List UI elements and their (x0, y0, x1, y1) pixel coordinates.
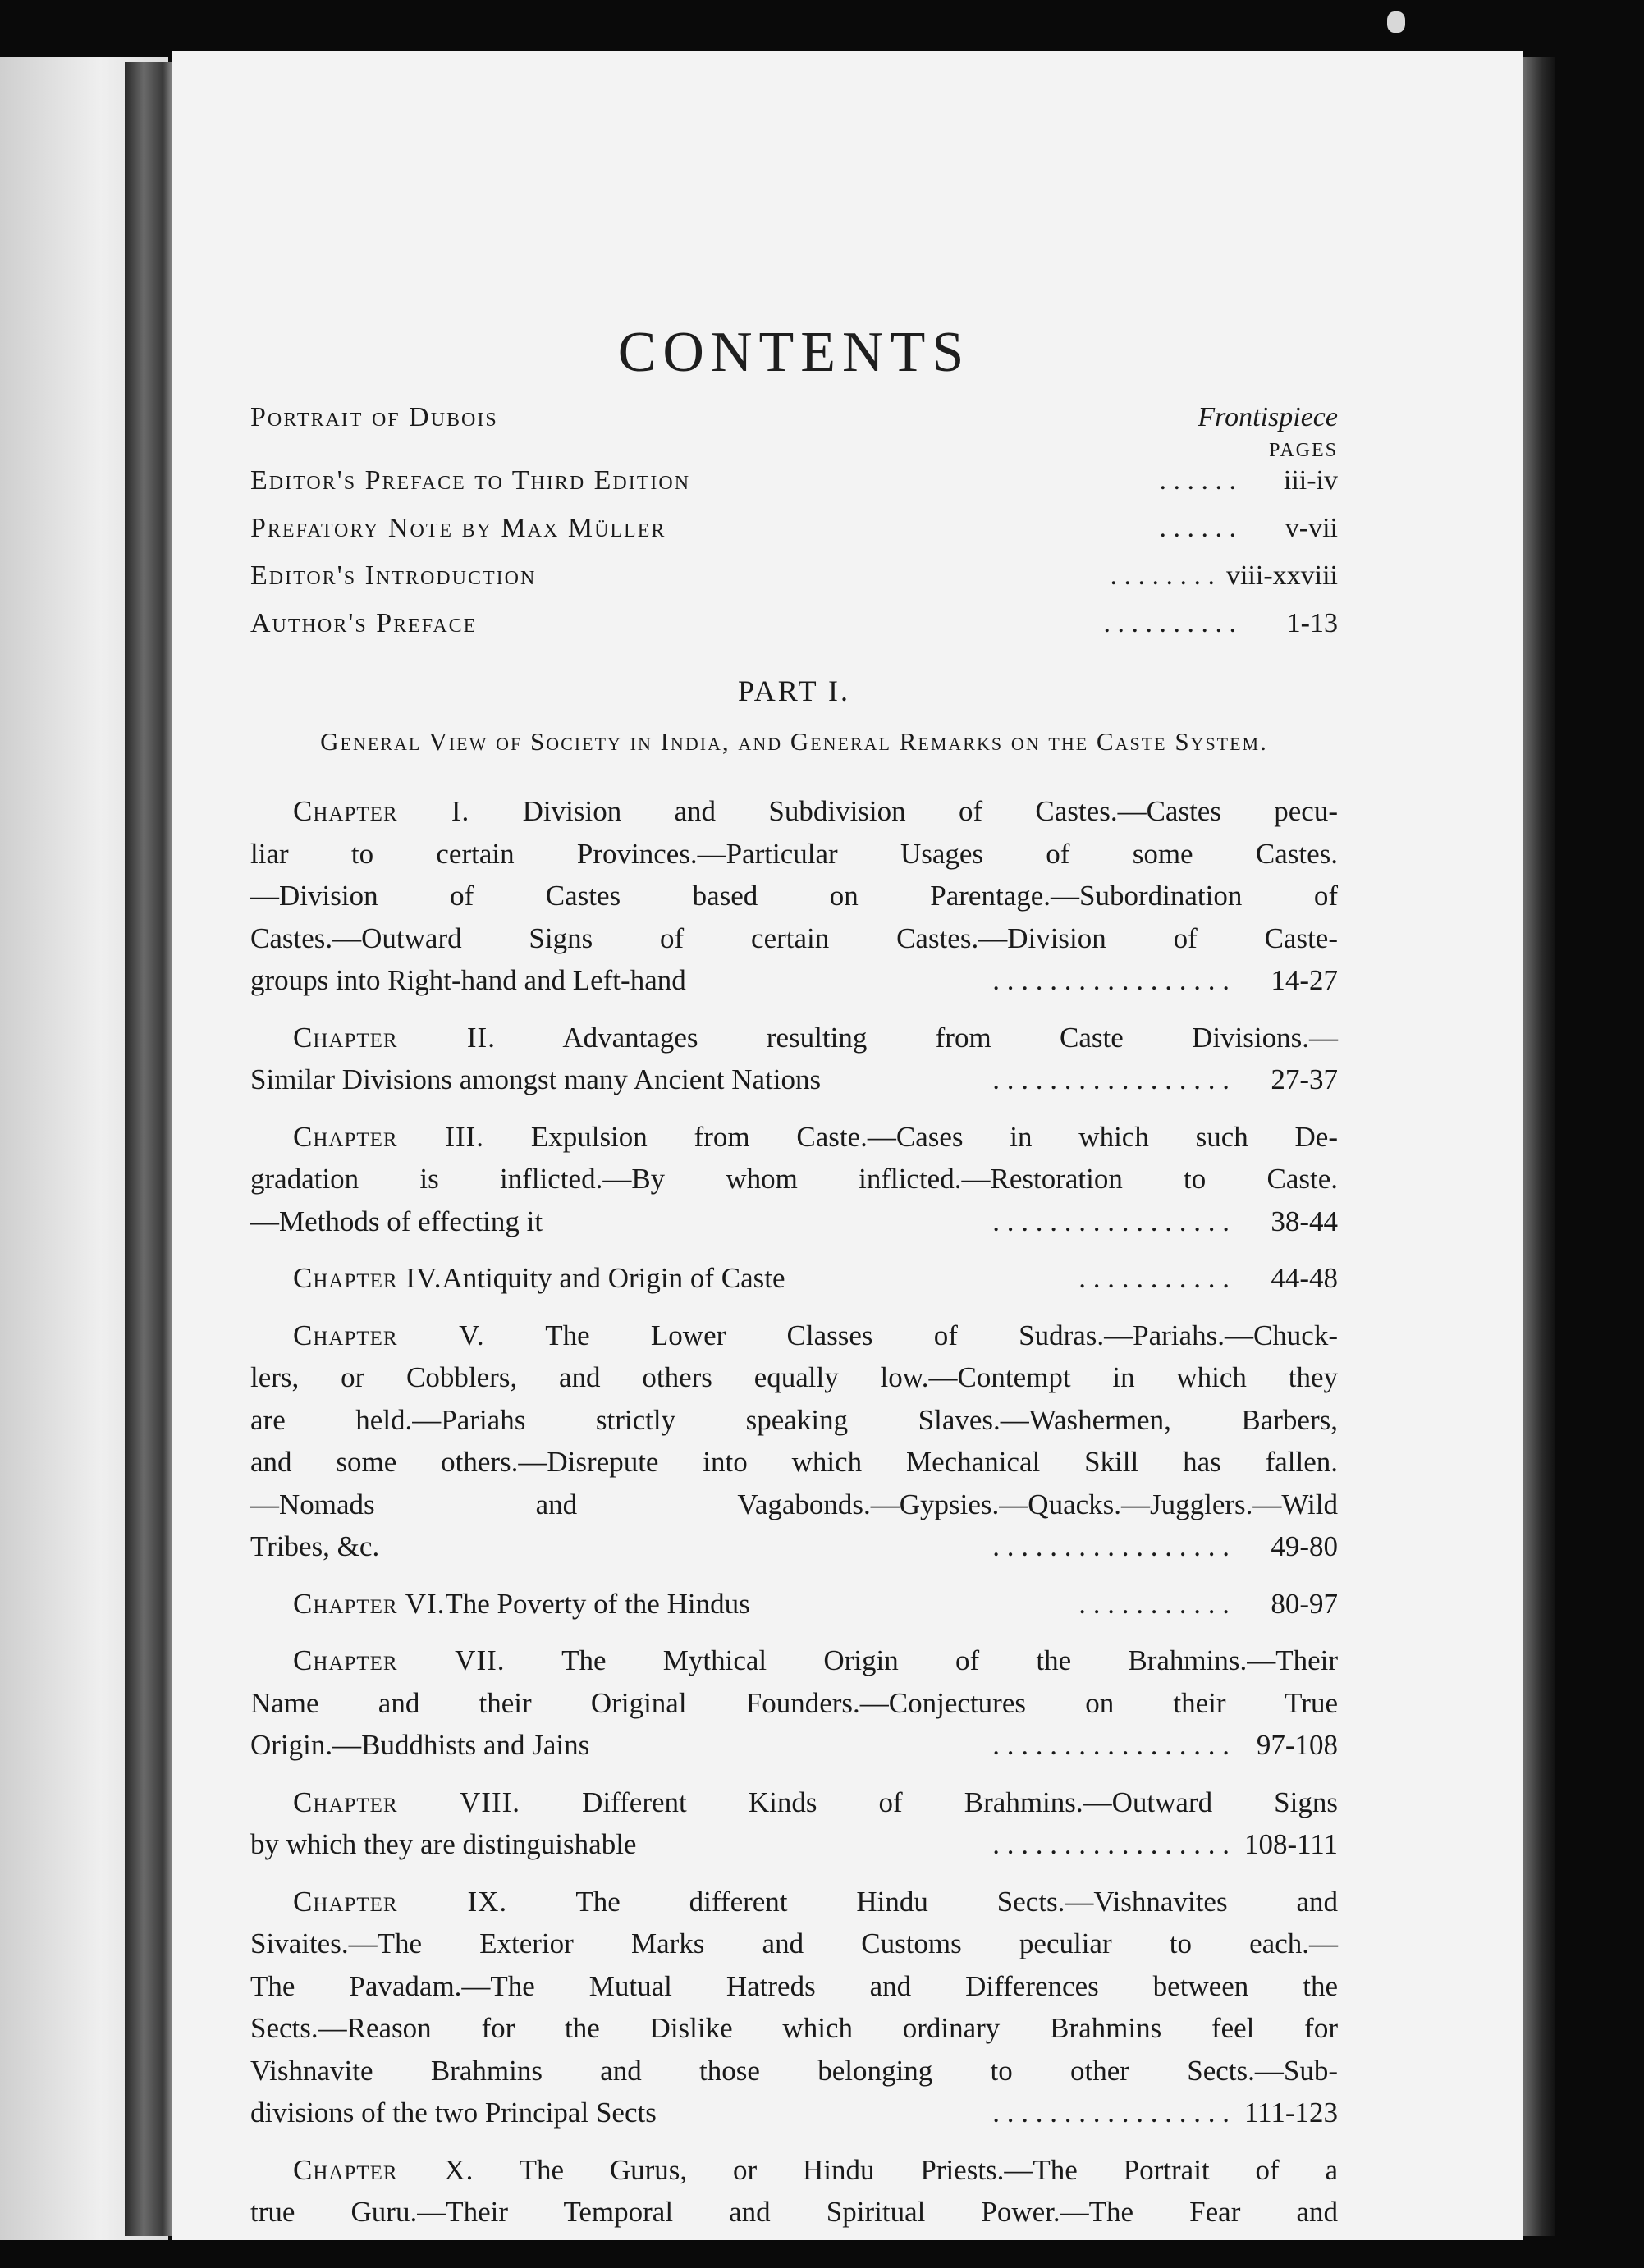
pages-column-heading: PAGES (1269, 440, 1338, 461)
leader-dots: . . . . . . . . . . . . . . . . . (992, 964, 1230, 996)
chapter-entry (250, 1583, 1338, 1626)
chapter-entry (250, 1781, 1338, 1866)
prelim-label: Author's Preface (250, 608, 478, 638)
chapter-text: The Pavadam.—The Mutual Hatreds and Differences between the (250, 1969, 1338, 2002)
chapter-text: Vishnavite Brahmins and those belonging to other Sects.—Sub- (250, 2054, 1338, 2087)
chapter-text: liar to certain Provinces.—Particular Usages of some Castes. (250, 837, 1338, 870)
chapter-text: groups into Right-hand and Left-hand (250, 964, 686, 996)
chapter-entry (250, 1315, 1338, 1568)
chapter-text: —Methods of effecting it (250, 1205, 543, 1237)
leader-dots: . . . . . . (1159, 513, 1236, 543)
prelim-label: Editor's Introduction (250, 560, 537, 591)
chapter-text: —Division of Castes based on Parentage.—Subordination of (250, 880, 1338, 912)
prelim-pages: v-vii (1285, 513, 1338, 543)
prelim-list (250, 465, 1338, 656)
chapter-label: Chapter III. (293, 1120, 485, 1153)
prelim-entry (250, 608, 1338, 656)
prelim-entry (250, 513, 1338, 560)
chapter-line (250, 1639, 1338, 1682)
chapter-text: true Guru.—Their Temporal and Spiritual Power.—The Fear and (250, 2196, 1338, 2228)
chapter-label: Chapter VI. (293, 1587, 446, 1620)
book-gutter (125, 62, 172, 2236)
chapter-label: Chapter IV. (293, 1262, 442, 1294)
chapter-line (250, 790, 1338, 833)
chapter-line (250, 2092, 1338, 2134)
chapter-list (250, 790, 1338, 2234)
chapter-pages: 38-44 (1271, 1205, 1338, 1237)
chapter-line (250, 1823, 1338, 1866)
frontispiece-label: Portrait of Dubois (250, 402, 498, 432)
chapter-label: Chapter IX. (293, 1885, 508, 1918)
leader-dots: . . . . . . . . . . . (1078, 1262, 1230, 1294)
chapter-line (250, 1059, 1338, 1101)
leader-dots: . . . . . . . . . . . . . . . . . (992, 1729, 1230, 1761)
chapter-entry (250, 1639, 1338, 1767)
chapter-line (250, 959, 1338, 1002)
chapter-pages: 97-108 (1256, 1729, 1338, 1761)
chapter-entry (250, 2149, 1338, 2234)
page-title: CONTENTS (617, 321, 971, 384)
chapter-text: Division and Subdivision of Castes.—Castes pecu- (469, 795, 1338, 827)
chapter-label: Chapter X. (293, 2153, 474, 2186)
chapter-pages: 49-80 (1271, 1530, 1338, 1562)
chapter-line (250, 1724, 1338, 1767)
chapter-label: Chapter II. (293, 1021, 496, 1054)
chapter-label: Chapter VII. (293, 1644, 506, 1676)
chapter-text: Expulsion from Caste.—Cases in which such De- (484, 1120, 1338, 1153)
chapter-text: The Poverty of the Hindus (445, 1587, 750, 1620)
chapter-text: Origin.—Buddhists and Jains (250, 1729, 590, 1761)
chapter-text: Similar Divisions amongst many Ancient Nations (250, 1063, 822, 1095)
chapter-label: Chapter V. (293, 1319, 485, 1351)
chapter-line (250, 1583, 1338, 1626)
chapter-text: The different Hindu Sects.—Vishnavites and (507, 1885, 1338, 1918)
prelim-pages: iii-iv (1283, 465, 1338, 496)
chapter-line (250, 1881, 1338, 1923)
prelim-entry (250, 465, 1338, 513)
chapter-line (250, 2149, 1338, 2192)
frontispiece-ref: Frontispiece (1198, 402, 1338, 432)
prelim-label: Prefatory Note by Max Müller (250, 513, 666, 543)
leader-dots: . . . . . . . . . . . . . . . . . (992, 1205, 1230, 1237)
chapter-line (250, 1200, 1338, 1243)
chapter-text: Castes.—Outward Signs of certain Castes.—Division of Caste- (250, 921, 1338, 954)
chapter-text: The Mythical Origin of the Brahmins.—Their (505, 1644, 1338, 1676)
chapter-text: The Lower Classes of Sudras.—Pariahs.—Chuck- (484, 1319, 1338, 1351)
chapter-line (250, 1116, 1338, 1159)
chapter-text: and some others.—Disrepute into which Mechanical Skill has fallen. (250, 1446, 1338, 1478)
chapter-entry (250, 790, 1338, 1002)
chapter-text: —Nomads and Vagabonds.—Gypsies.—Quacks.—Jugglers.—Wild (250, 1488, 1338, 1520)
chapter-text: The Gurus, or Hindu Priests.—The Portrait of a (474, 2153, 1338, 2186)
contents-body (250, 320, 1338, 2248)
scan-speck (1387, 11, 1405, 33)
chapter-line (250, 1525, 1338, 1568)
leader-dots: . . . . . . . . . . . . . . . . . (992, 1063, 1230, 1095)
chapter-line (250, 1017, 1338, 1059)
part-subtitle: General View of Society in India, and General Remarks on the Caste System. (320, 727, 1268, 756)
chapter-label: Chapter VIII. (293, 1786, 521, 1818)
leader-dots: . . . . . . . . . . . . . . . . . (992, 1828, 1230, 1860)
prelim-label: Editor's Preface to Third Edition (250, 465, 691, 496)
leader-dots: . . . . . . . . . . . . . . . . . (992, 2097, 1230, 2129)
leader-dots: . . . . . . . . (1110, 560, 1215, 591)
leader-dots: . . . . . . . . . . . . . . . . . (992, 1530, 1230, 1562)
chapter-entry (250, 1017, 1338, 1101)
chapter-text: lers, or Cobblers, and others equally low.—Contempt in which they (250, 1361, 1338, 1393)
chapter-line (250, 1315, 1338, 1357)
chapter-text: Name and their Original Founders.—Conjectures on their True (250, 1686, 1338, 1719)
prelim-pages: 1-13 (1286, 608, 1338, 638)
leader-dots: . . . . . . (1159, 465, 1236, 496)
chapter-text: Advantages resulting from Caste Divisions.— (495, 1021, 1338, 1054)
chapter-pages: 108-111 (1243, 1828, 1338, 1860)
chapter-line (250, 1257, 1338, 1300)
page-edge (1523, 57, 1555, 2236)
chapter-text: gradation is inflicted.—By whom inflicted.—Restoration to Caste. (250, 1163, 1338, 1195)
chapter-entry (250, 1116, 1338, 1243)
frontispiece-entry (250, 402, 1338, 445)
chapter-text: Sects.—Reason for the Dislike which ordinary Brahmins feel for (250, 2012, 1338, 2044)
prelim-pages: viii-xxviii (1226, 560, 1338, 591)
chapter-pages: 44-48 (1271, 1262, 1338, 1294)
chapter-text: Tribes, &c. (250, 1530, 380, 1562)
chapter-text: Antiquity and Origin of Caste (442, 1262, 785, 1294)
chapter-text: by which they are distinguishable (250, 1828, 637, 1860)
leader-dots: . . . . . . . . . . (1103, 608, 1236, 638)
prelim-entry (250, 560, 1338, 608)
chapter-text: divisions of the two Principal Sects (250, 2097, 657, 2129)
chapter-entry (250, 1881, 1338, 2134)
chapter-label: Chapter I. (293, 795, 470, 827)
part-title: PART I. (738, 674, 850, 707)
leader-dots: . . . . . . . . . . . (1078, 1587, 1230, 1620)
chapter-entry (250, 1257, 1338, 1300)
chapter-pages: 27-37 (1271, 1063, 1338, 1095)
chapter-text: are held.—Pariahs strictly speaking Slaves.—Washermen, Barbers, (250, 1403, 1338, 1436)
chapter-text: Sivaites.—The Exterior Marks and Customs peculiar to each.— (250, 1927, 1338, 1959)
chapter-pages: 14-27 (1271, 964, 1338, 996)
chapter-pages: 80-97 (1271, 1587, 1338, 1620)
chapter-pages: 111-123 (1243, 2097, 1338, 2129)
chapter-text: Different Kinds of Brahmins.—Outward Signs (520, 1786, 1338, 1818)
chapter-line (250, 1781, 1338, 1824)
